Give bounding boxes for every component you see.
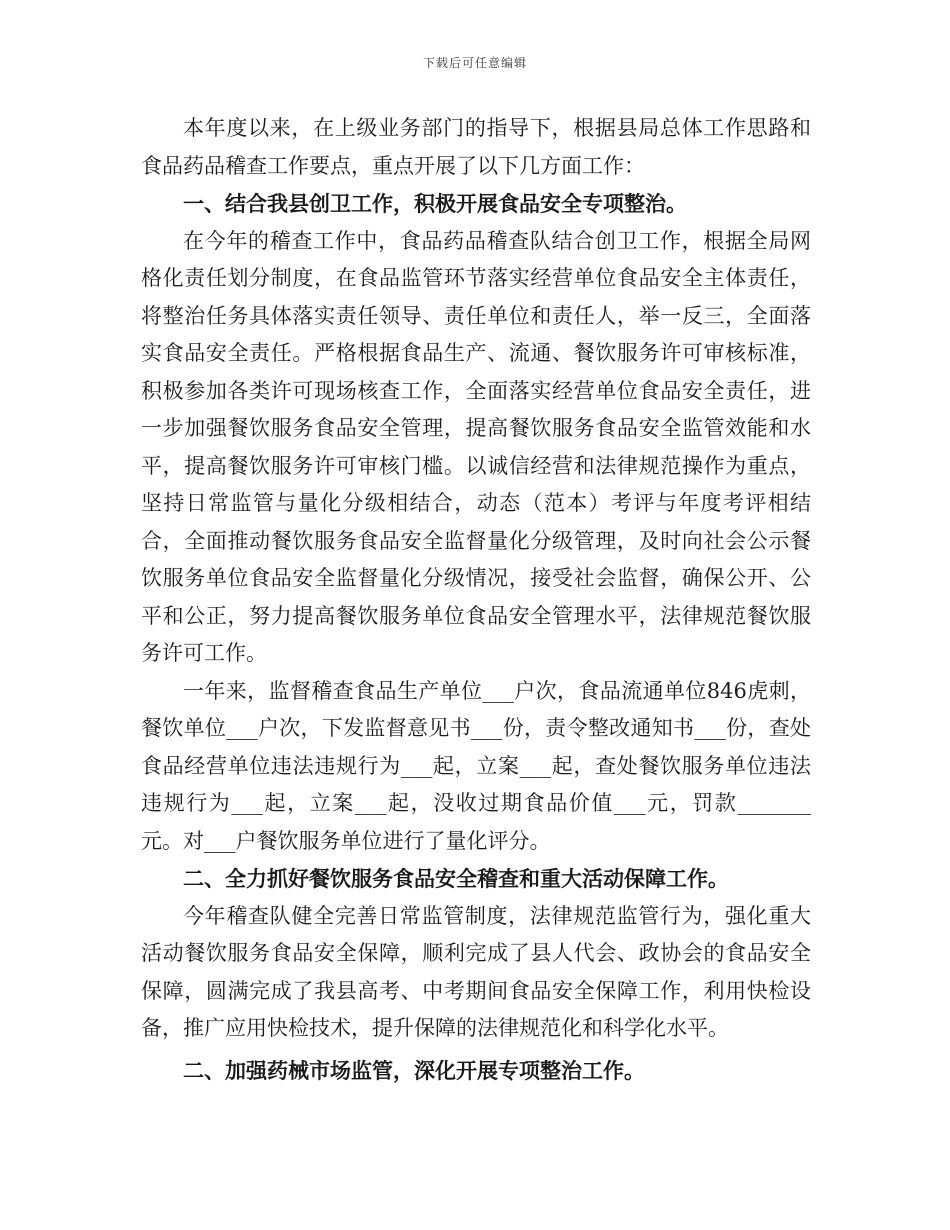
page-header: 下载后可任意编辑 [422, 56, 527, 70]
intro-paragraph: 本年度以来，在上级业务部门的指导下，根据县局总体工作思路和食品药品稽查工作要点，重点开展了以下几方面工作： [141, 116, 811, 178]
section-1-paragraph-2: 一年来，监督稽查食品生产单位___户次，食品流通单位846虎刺，餐饮单位___户次，下发监督意见书___份，责令整改通知书___份，查处食品经营单位违法违规行为___起，立案___起，查处餐饮服务单位违法违规行为___起，立案___起，没收过期食品价值___元，罚款_______元。对___户餐饮服务单位进行了量化评分。 [141, 678, 811, 853]
section-3-heading: 二、加强药械市场监管，深化开展专项整治工作。 [183, 1057, 645, 1083]
document-body [141, 110, 811, 1089]
section-2-paragraph-1: 今年稽查队健全完善日常监管制度，法律规范监管行为，强化重大活动餐饮服务食品安全保障，顺利完成了县人代会、政协会的食品安全保障，圆满完成了我县高考、中考期间食品安全保障工作，利用快检设备，推广应用快检技术，提升保障的法律规范化和科学化水平。 [141, 903, 811, 1040]
section-2-heading: 二、全力抓好餐饮服务食品安全稽查和重大活动保障工作。 [183, 866, 729, 891]
section-1-heading: 一、结合我县创卫工作，积极开展食品安全专项整治。 [183, 191, 687, 216]
section-1-paragraph-1: 在今年的稽查工作中，食品药品稽查队结合创卫工作，根据全局网格化责任划分制度，在食品监管环节落实经营单位食品安全主体责任，将整治任务具体落实责任领导、责任单位和责任人，举一反三，全面落实食品安全责任。严格根据食品生产、流通、餐饮服务许可审核标准，积极参加各类许可现场核查工作，全面落实经营单位食品安全责任，进一步加强餐饮服务食品安全管理，提高餐饮服务食品安全监管效能和水平，提高餐饮服务许可审核门槛。以诚信经营和法律规范操作为重点，坚持日常监管与量化分级相结合，动态（范本）考评与年度考评相结合，全面推动餐饮服务食品安全监督量化分级管理，及时向社会公示餐饮服务单位食品安全监督量化分级情况，接受社会监督，确保公开、公平和公正，努力提高餐饮服务单位食品安全管理水平，法律规范餐饮服务许可工作。 [141, 228, 811, 665]
